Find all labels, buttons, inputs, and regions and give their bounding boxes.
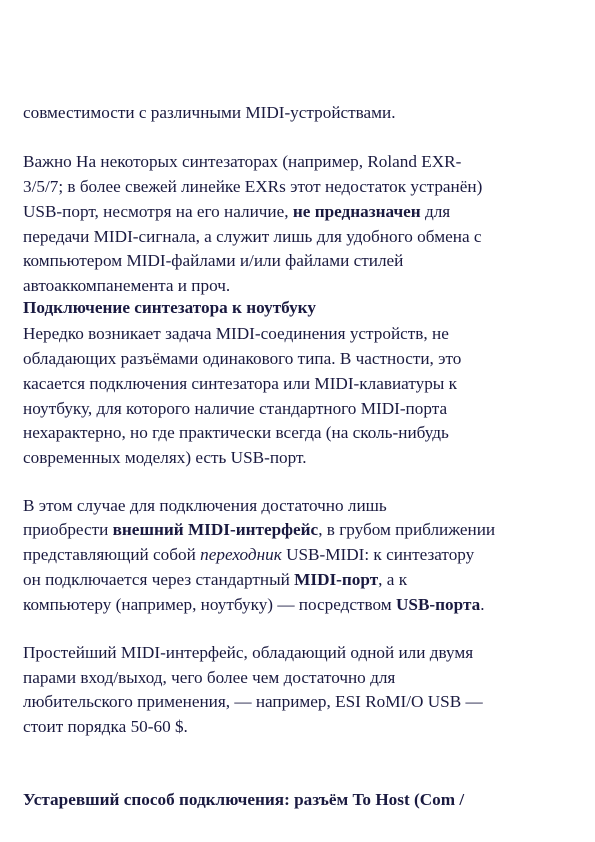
paragraph-simple-line [23,691,483,713]
text: USB-MIDI: к синтезатору [281,545,475,564]
text: Простейший MIDI-интерфейс, обладающий одной или двумя [23,643,474,662]
text: приобрести [23,520,113,539]
paragraph-important-line [23,250,403,272]
text: совместимости с различными MIDI-устройствами. [23,103,396,122]
text: парами вход/выход, чего более чем достаточно для [23,668,396,687]
text: компьютеру (например, ноутбуку) — посредством [23,595,396,614]
section-heading [23,789,464,811]
paragraph-simple-line [23,667,395,689]
text: В этом случае для подключения достаточно лишь [23,496,387,515]
text: ноутбуку, для которого наличие стандартного MIDI-порта [23,399,448,418]
paragraph-interface-line [23,544,474,566]
italic-text: переходник [200,545,282,564]
paragraph-important-line [23,176,482,198]
text: USB-порт, несмотря на его наличие, [23,202,293,221]
paragraph-interface-line [23,495,387,517]
paragraph-interface-line [23,569,407,591]
text: нехарактерно, но где практически всегда (на сколь-нибудь [23,423,449,442]
text: 3/5/7; в более свежей линейке EXRs этот недостаток устранён) [23,177,483,196]
paragraph-important-line [23,226,482,248]
paragraph-simple-line [23,642,473,664]
text: автоаккомпанемента и проч. [23,276,231,295]
paragraph-important-line [23,151,461,173]
heading-text: Устаревший способ подключения: разъём To Host (Com / [23,790,465,809]
text: , в грубом приближении [318,520,496,539]
text: он подключается через стандартный [23,570,295,589]
paragraph-interface-line [23,594,485,616]
text: , а к [378,570,408,589]
text: для [420,202,451,221]
text: современных моделях) есть USB-порт. [23,448,307,467]
section-heading [23,297,316,319]
paragraph-0-line [23,102,396,124]
text: стоит порядка 50-60 $. [23,717,188,736]
paragraph-laptop-line [23,323,449,345]
paragraph-important-line [23,275,230,297]
text: обладающих разъёмами одинакового типа. В частности, это [23,349,462,368]
text: компьютером MIDI-файлами и/или файлами стилей [23,251,404,270]
bold-text: USB-порта [395,595,481,614]
paragraph-simple-line [23,716,188,738]
bold-text: MIDI-порт [294,570,379,589]
text: передачи MIDI-сигнала, а служит лишь для удобного обмена с [23,227,482,246]
text: представляющий собой [23,545,201,564]
paragraph-interface-line [23,519,495,541]
text: любительского применения, — например, ESI RoMI/O USB — [23,692,483,711]
text: Важно На некоторых синтезаторах (например, Roland EXR- [23,152,462,171]
bold-text: не предназначен [292,202,421,221]
paragraph-laptop-line [23,447,307,469]
paragraph-important-line [23,201,450,223]
paragraph-laptop-line [23,398,447,420]
text: Нередко возникает задача MIDI-соединения устройств, не [23,324,449,343]
text: касается подключения синтезатора или MIDI-клавиатуры к [23,374,457,393]
bold-text: внешний MIDI-интерфейс [112,520,319,539]
paragraph-laptop-line [23,422,449,444]
heading-text: Подключение синтезатора к ноутбуку [23,298,316,317]
paragraph-laptop-line [23,373,457,395]
paragraph-laptop-line [23,348,461,370]
text: . [480,595,485,614]
